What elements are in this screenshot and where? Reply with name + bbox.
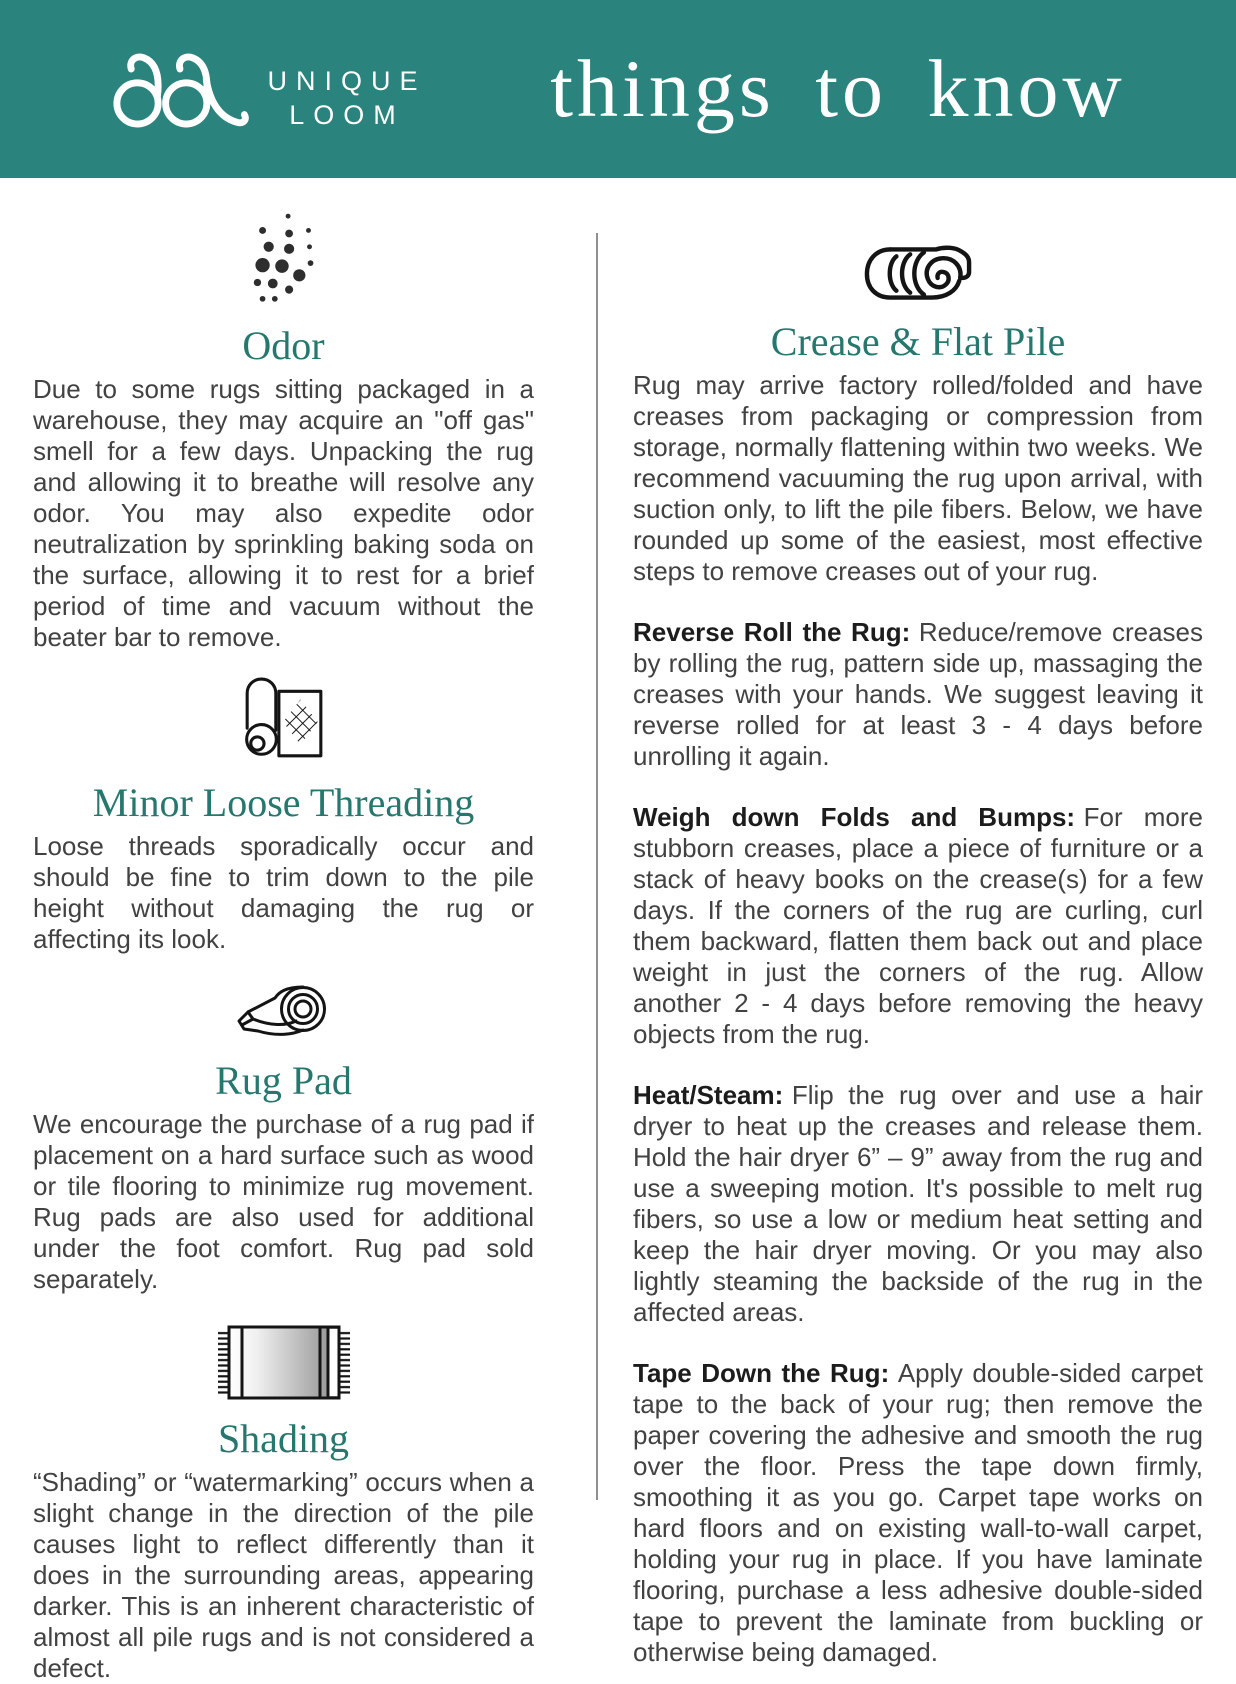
section-body-loose-threading: Loose threads sporadically occur and should be fine to trim down to the pile height without damaging the rug or affecting its look. bbox=[33, 831, 534, 954]
section-heading-odor: Odor bbox=[242, 323, 325, 368]
unique-loom-logo-icon bbox=[100, 26, 250, 152]
section-loose-threading bbox=[33, 677, 534, 955]
step-text-heat-steam: Flip the rug over and use a hair dryer to heat up the creases and release them. Hold the hair dryer 6” – 9” away from the rug and use a sweeping motion. It's possible to melt rug fibers, so use a low or medium heat setting and keep the hair dryer moving. Or you may also lightly steaming the backside of the rug in the affected areas. bbox=[633, 1080, 1203, 1327]
rug-pad-roll-icon bbox=[234, 981, 334, 1043]
shading-rug-icon bbox=[218, 1325, 350, 1401]
brand-line1: UNIQUE bbox=[267, 66, 427, 96]
brand-line2: LOOM bbox=[289, 100, 405, 130]
section-heading-shading: Shading bbox=[217, 1416, 350, 1461]
section-rug-pad bbox=[33, 981, 534, 1295]
header-band bbox=[0, 0, 1236, 178]
step-weigh-down bbox=[633, 802, 1203, 1050]
step-label-tape-down: Tape Down the Rug: bbox=[633, 1358, 890, 1388]
section-intro-crease: Rug may arrive factory rolled/folded and have creases from packaging or compression from storage, normally flattening within two weeks. We recommend vacuuming the rug upon arrival, with suction only, to lift the pile fibers. Below, we have rounded up some of the easiest, most effective steps to remove creases out of your rug. bbox=[633, 370, 1203, 586]
section-crease-flat-pile bbox=[633, 244, 1203, 1668]
section-heading-crease: Crease & Flat Pile bbox=[770, 319, 1066, 364]
column-divider bbox=[596, 233, 598, 1500]
step-heat-steam bbox=[633, 1080, 1203, 1328]
step-label-reverse-roll: Reverse Roll the Rug: bbox=[633, 617, 911, 647]
page-title: things to know bbox=[550, 43, 1126, 134]
step-label-weigh-down: Weigh down Folds and Bumps: bbox=[633, 802, 1076, 832]
step-text-tape-down: Apply double-sided carpet tape to the back of your rug; then remove the paper covering the adhesive and smooth the rug over the floor. Press the tape down firmly, smoothing it as you go. Carpet tape works on hard floors and on existing wall-to-wall carpet, holding your rug in place. If you have laminate flooring, purchase a less adhesive double-sided tape to prevent the laminate from buckling or otherwise being damaged. bbox=[633, 1358, 1204, 1667]
brand-name bbox=[252, 64, 442, 132]
left-column bbox=[33, 178, 534, 1684]
section-body-rug-pad: We encourage the purchase of a rug pad if placement on a hard surface such as wood or tile flooring to minimize rug movement. Rug pads are also used for additional under the foot comfort. Rug pad sold separately. bbox=[33, 1109, 534, 1294]
section-odor bbox=[33, 208, 534, 653]
step-text-weigh-down: For more stubborn creases, place a piece of furniture or a stack of heavy books on the crease(s) for a few days. If the corners of the rug are curling, curl them backward, flatten them back out and place weight in just the corners of the rug. Allow another 2 - 4 days before removing the heavy objects from the rug. bbox=[633, 802, 1203, 1049]
rolled-rug-crease-icon bbox=[863, 244, 973, 304]
step-label-heat-steam: Heat/Steam: bbox=[633, 1080, 784, 1110]
section-heading-loose-threading: Minor Loose Threading bbox=[92, 780, 475, 825]
step-text-reverse-roll: Reduce/remove creases by rolling the rug, pattern side up, massaging the creases with your hands. We suggest leaving it reverse rolled for at least 3 - 4 days before unrolling it again. bbox=[633, 617, 1203, 771]
section-shading bbox=[33, 1325, 534, 1684]
step-reverse-roll bbox=[633, 617, 1203, 772]
section-body-shading: “Shading” or “watermarking” occurs when a slight change in the direction of the pile causes light to reflect differently than it does in the surrounding areas, appearing darker. This is an inherent characteristic of almost all pile rugs and is not considered a defect. bbox=[33, 1467, 534, 1683]
section-heading-rug-pad: Rug Pad bbox=[215, 1058, 352, 1103]
section-body-odor: Due to some rugs sitting packaged in a warehouse, they may acquire an "off gas" smell for a few days. Unpacking the rug and allowing it to breathe will resolve any odor. You may also expedite odor neutralization by sprinkling baking soda on the surface, allowing it to rest for a brief period of time and vacuum without the beater bar to remove. bbox=[33, 374, 534, 652]
right-column bbox=[633, 178, 1203, 1668]
step-tape-down bbox=[633, 1358, 1203, 1668]
loose-threading-roll-icon bbox=[244, 677, 324, 765]
odor-dots-icon bbox=[246, 208, 322, 308]
